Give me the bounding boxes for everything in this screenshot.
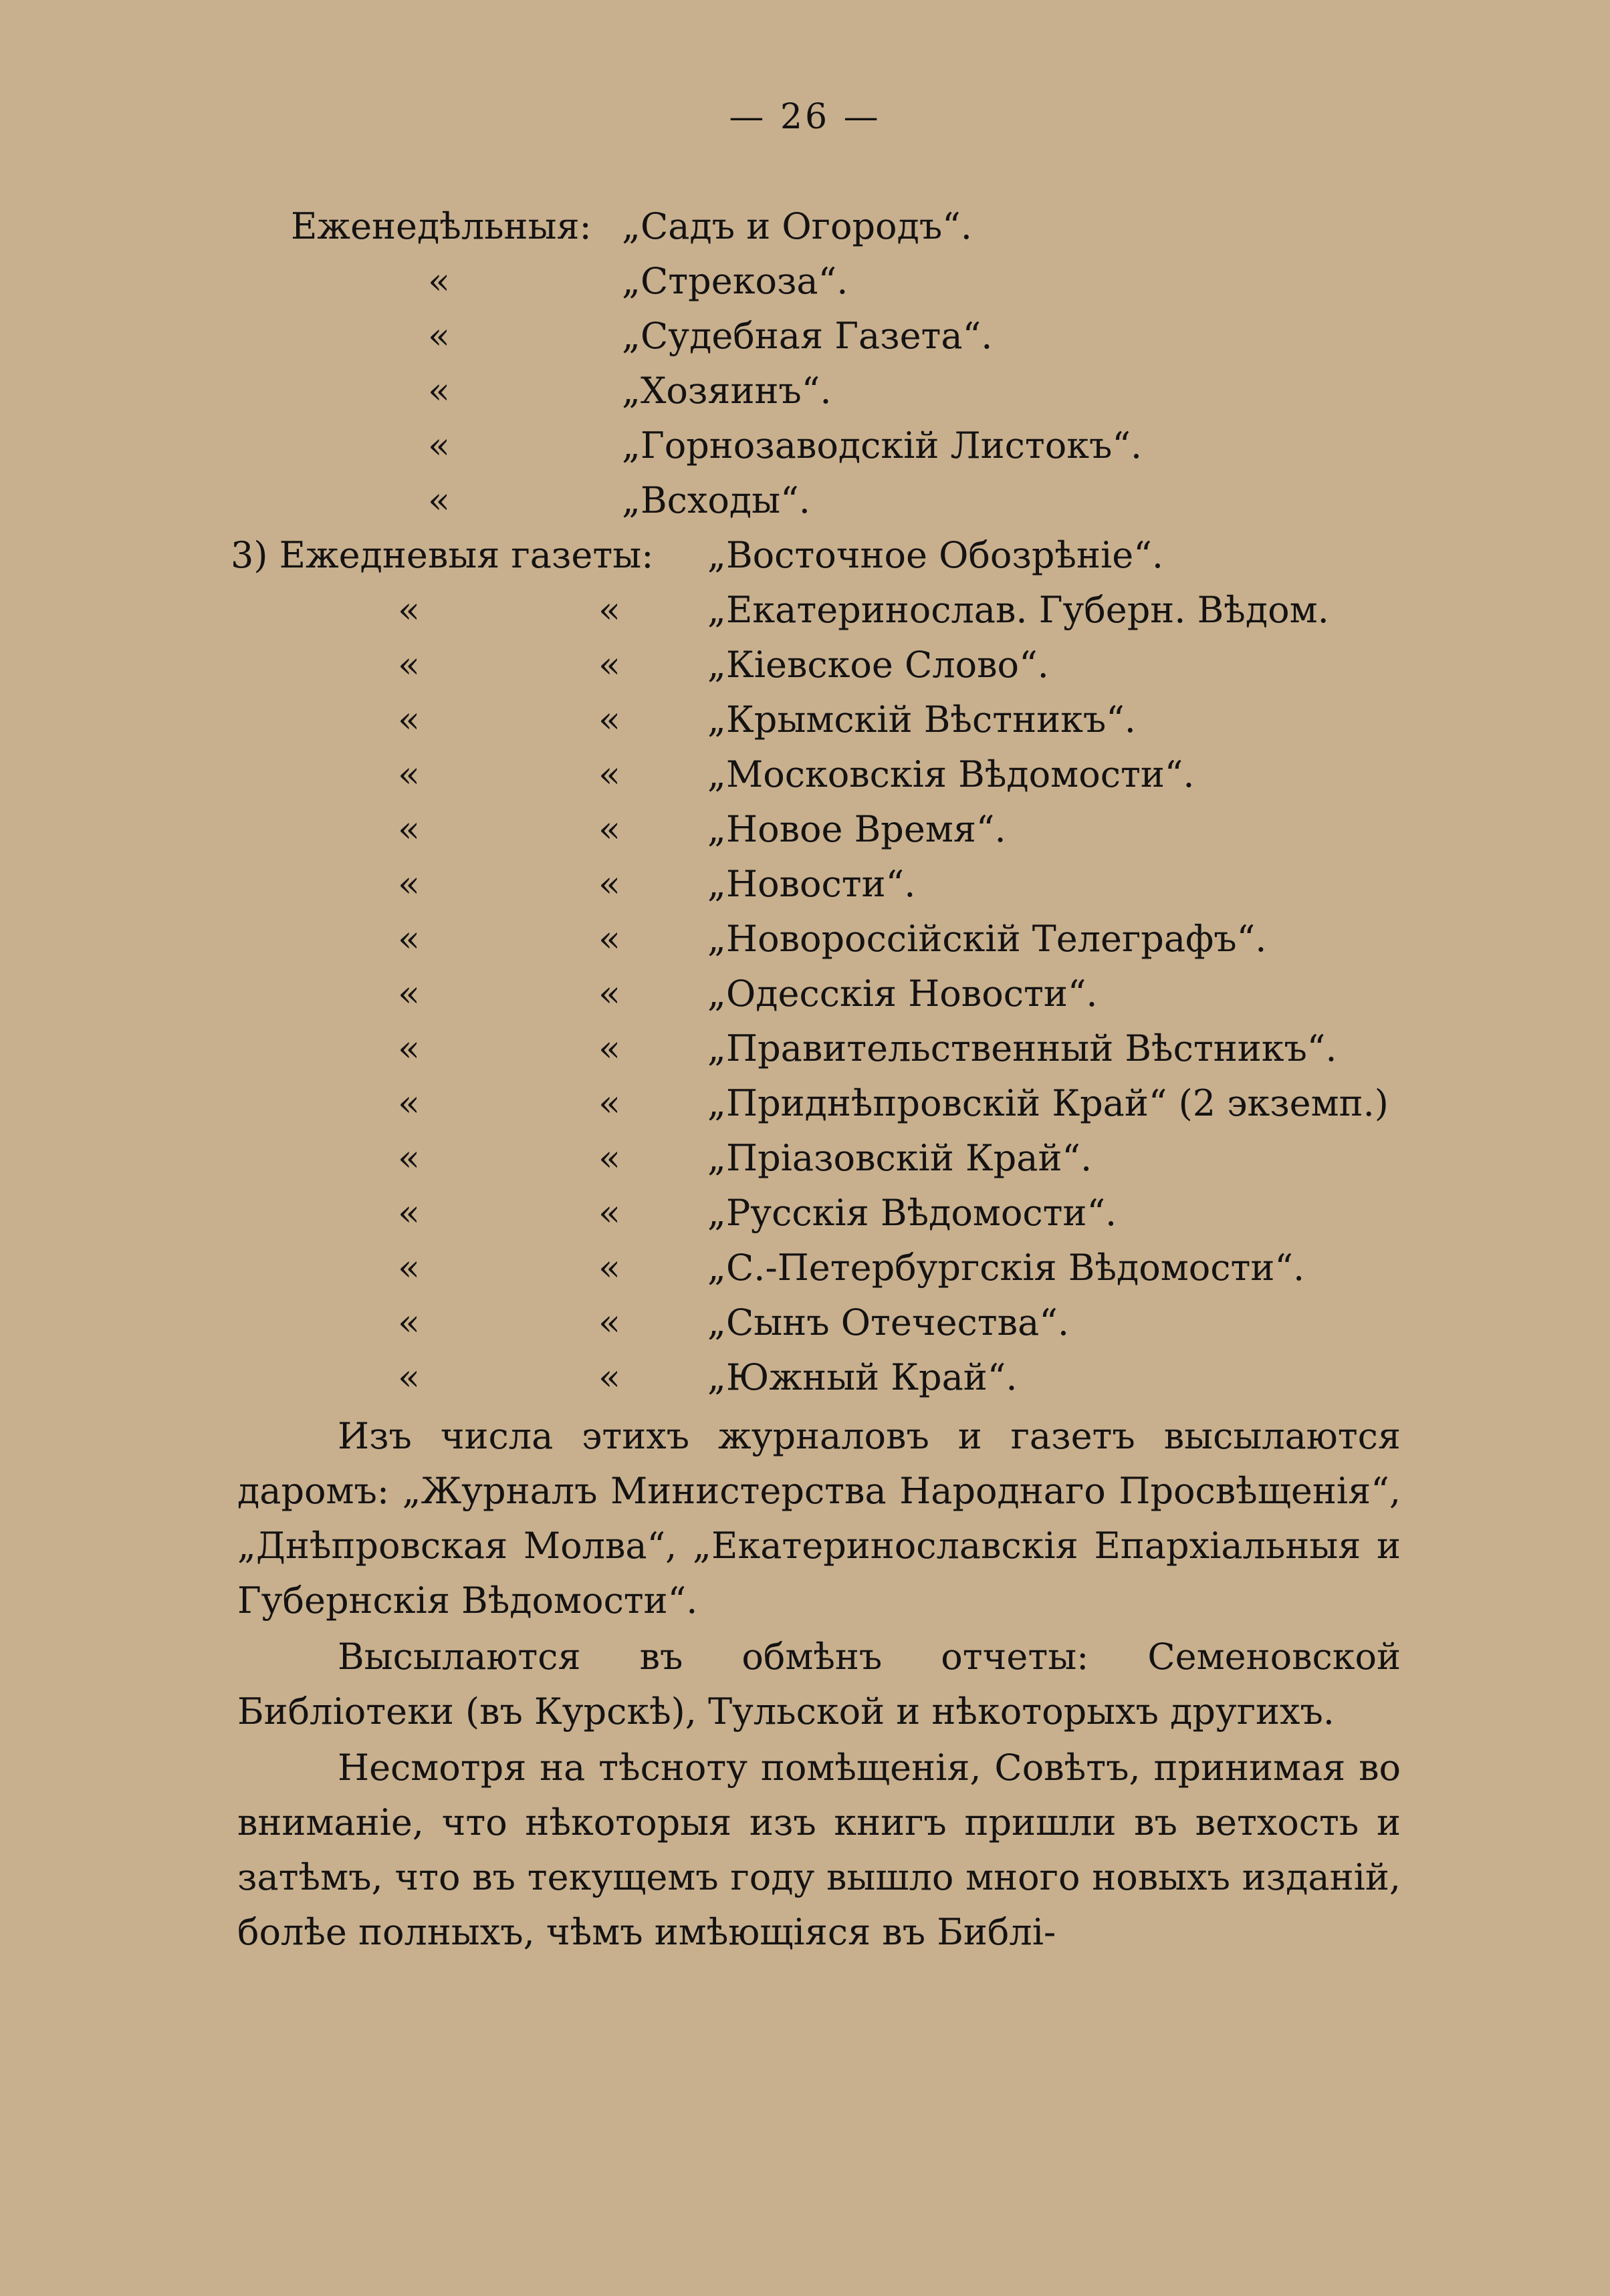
ditto-mark: « [598,1247,621,1289]
ditto-mark: « [398,1192,421,1234]
ditto-mark: « [398,1027,421,1069]
daily-title: „Пріазовскій Край“. [707,1137,1092,1179]
paragraph: Изъ числа этихъ журналовъ и газетъ высылаются даромъ: „Журналъ Министерства Народнаго Просвѣщенія“, „Днѣпровская Молва“, „Екатеринославскія Епархіальныя и Губернскія Вѣдомости“. [237,1415,1401,1622]
daily-title: „Русскія Вѣдомости“. [707,1192,1117,1234]
weekly-title: „Хозяинъ“. [622,370,832,412]
daily-title: „Правительственный Вѣстникъ“. [707,1027,1337,1069]
ditto-mark: « [598,1082,621,1124]
daily-title: „Московскія Вѣдомости“. [707,753,1195,795]
page-number: — 26 — [729,97,881,137]
ditto-mark: « [598,753,621,795]
daily-title: „Приднѣпровскій Край“ (2 экземп.) [707,1082,1389,1124]
ditto-mark: « [598,589,621,631]
weekly-title: „Стрекоза“. [622,260,848,302]
daily-title: „С.-Петербургскія Вѣдомости“. [707,1247,1305,1289]
ditto-mark: « [428,260,451,302]
daily-label: 3) Ежедневыя газеты: [231,534,654,576]
ditto-mark: « [598,1301,621,1344]
daily-title: „Сынъ Отечества“. [707,1301,1070,1344]
ditto-mark: « [598,808,621,850]
ditto-mark: « [398,1247,421,1289]
ditto-mark: « [598,1192,621,1234]
daily-title: „Новое Время“. [707,808,1006,850]
ditto-mark: « [398,863,421,905]
paragraph: Высылаются въ обмѣнъ отчеты: Семеновской Библіотеки (въ Курскѣ), Тульской и нѣкоторыхъ другихъ. [237,1636,1401,1733]
ditto-mark: « [398,589,421,631]
ditto-mark: « [398,1301,421,1344]
daily-title: „Новороссійскій Телеграфъ“. [707,918,1267,960]
ditto-mark: « [398,918,421,960]
daily-title: „Одесскія Новости“. [707,973,1098,1015]
daily-title: „Новости“. [707,863,916,905]
ditto-mark: « [398,753,421,795]
ditto-mark: « [398,1137,421,1179]
ditto-mark: « [398,1356,421,1398]
ditto-mark: « [428,370,451,412]
paragraph: Несмотря на тѣсноту помѣщенія, Совѣтъ, принимая во вниманіе, что нѣкоторыя изъ книгъ пришли въ ветхость и затѣмъ, что въ текущемъ году вышло много новыхъ изданій, болѣе полныхъ, чѣмъ имѣющіяся въ Библі- [237,1747,1401,1953]
daily-title: „Кіевское Слово“. [707,644,1049,686]
ditto-mark: « [598,698,621,741]
ditto-mark: « [398,973,421,1015]
weekly-title: „Садъ и Огородъ“. [622,205,972,247]
ditto-mark: « [398,644,421,686]
ditto-mark: « [398,698,421,741]
ditto-mark: « [428,315,451,357]
ditto-mark: « [428,424,451,467]
ditto-mark: « [598,918,621,960]
weekly-label: Еженедѣльныя: [291,205,592,247]
daily-title: „Крымскій Вѣстникъ“. [707,698,1136,741]
ditto-mark: « [598,644,621,686]
ditto-mark: « [428,479,451,521]
ditto-mark: « [598,1137,621,1179]
ditto-mark: « [398,1082,421,1124]
weekly-title: „Горнозаводскій Листокъ“. [622,424,1143,467]
ditto-mark: « [598,1027,621,1069]
ditto-mark: « [598,863,621,905]
ditto-mark: « [398,808,421,850]
weekly-title: „Судебная Газета“. [622,315,993,357]
ditto-mark: « [598,973,621,1015]
daily-title: „Екатеринослав. Губерн. Вѣдом. [707,589,1329,631]
daily-title: „Восточное Обозрѣніе“. [707,534,1163,576]
daily-title: „Южный Край“. [707,1356,1018,1398]
weekly-title: „Всходы“. [622,479,810,521]
ditto-mark: « [598,1356,621,1398]
